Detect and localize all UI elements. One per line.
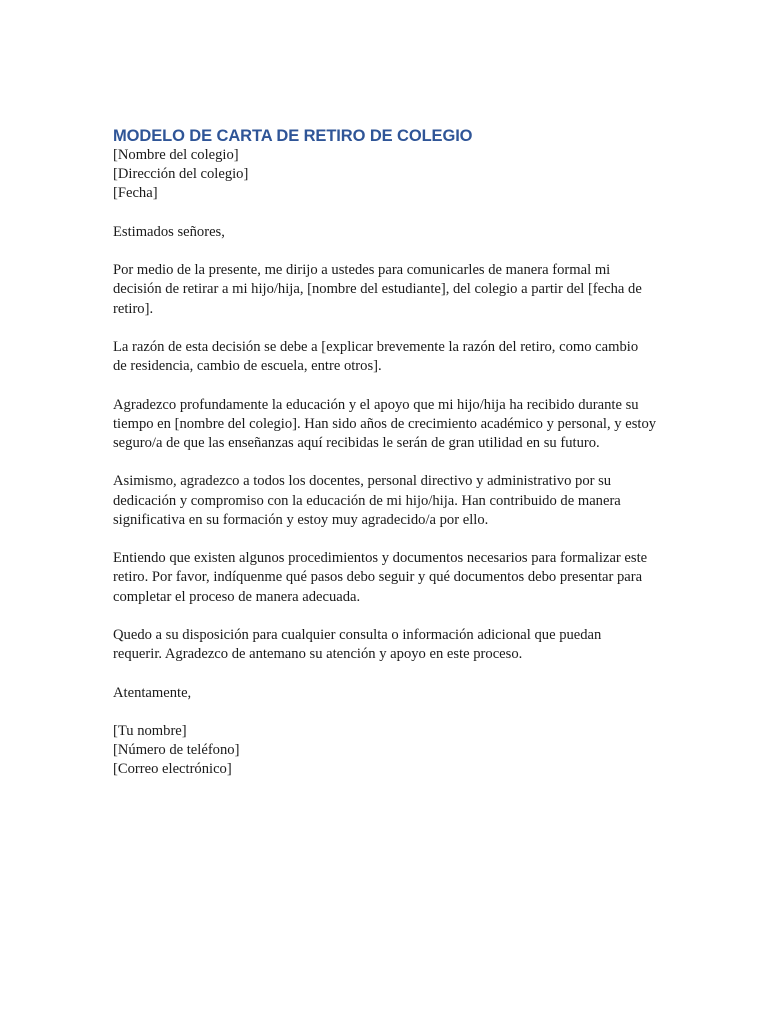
paragraph-line: retiro. Por favor, indíquenme qué pasos debo seguir y qué documentos debo presentar para <box>113 569 643 586</box>
paragraph-line: Quedo a su disposición para cualquier consulta o información adicional que puedan <box>113 626 602 643</box>
paragraph-line: decisión de retirar a mi hijo/hija, [nombre del estudiante], del colegio a partir del [fecha de <box>113 281 642 298</box>
letter-body <box>113 126 673 799</box>
paragraph-4 <box>113 472 673 530</box>
paragraph-line: de residencia, cambio de escuela, entre otros]. <box>113 358 382 375</box>
paragraph-5 <box>113 549 673 607</box>
paragraph-line: seguro/a de que las enseñanzas aquí recibidas le serán de gran utilidad en su futuro. <box>113 434 600 451</box>
closing: Atentamente, <box>113 684 192 701</box>
date-line: [Fecha] <box>113 185 158 202</box>
document-title: MODELO DE CARTA DE RETIRO DE COLEGIO <box>113 127 473 145</box>
sender-phone-line: [Número de teléfono] <box>113 742 240 759</box>
paragraph-line: Entiendo que existen algunos procedimientos y documentos necesarios para formalizar este <box>113 550 648 567</box>
paragraph-6 <box>113 626 673 664</box>
recipient-block <box>113 146 673 204</box>
greeting: Estimados señores, <box>113 223 225 240</box>
paragraph-line: significativa en su formación y estoy muy agradecido/a por ello. <box>113 511 489 528</box>
paragraph-line: retiro]. <box>113 300 154 317</box>
paragraph-line: dedicación y compromiso con la educación de mi hijo/hija. Han contribuido de manera <box>113 492 621 509</box>
paragraph-3 <box>113 396 673 454</box>
sender-email-line: [Correo electrónico] <box>113 761 232 778</box>
school-address-line: [Dirección del colegio] <box>113 166 249 183</box>
signature-block <box>113 722 673 780</box>
paragraph-line: requerir. Agradezco de antemano su atención y apoyo en este proceso. <box>113 646 523 663</box>
paragraph-line: La razón de esta decisión se debe a [explicar brevemente la razón del retiro, como cambio <box>113 338 639 355</box>
paragraph-2 <box>113 338 673 376</box>
sender-name-line: [Tu nombre] <box>113 722 187 739</box>
paragraph-1 <box>113 261 673 319</box>
paragraph-line: tiempo en [nombre del colegio]. Han sido años de crecimiento académico y personal, y estoy <box>113 415 657 432</box>
paragraph-line: Por medio de la presente, me dirijo a ustedes para comunicarles de manera formal mi <box>113 262 611 279</box>
paragraph-line: Asimismo, agradezco a todos los docentes, personal directivo y administrativo por su <box>113 473 612 490</box>
paragraph-line: Agradezco profundamente la educación y el apoyo que mi hijo/hija ha recibido durante su <box>113 396 639 413</box>
paragraph-line: completar el proceso de manera adecuada. <box>113 588 361 605</box>
school-name-line: [Nombre del colegio] <box>113 147 239 163</box>
